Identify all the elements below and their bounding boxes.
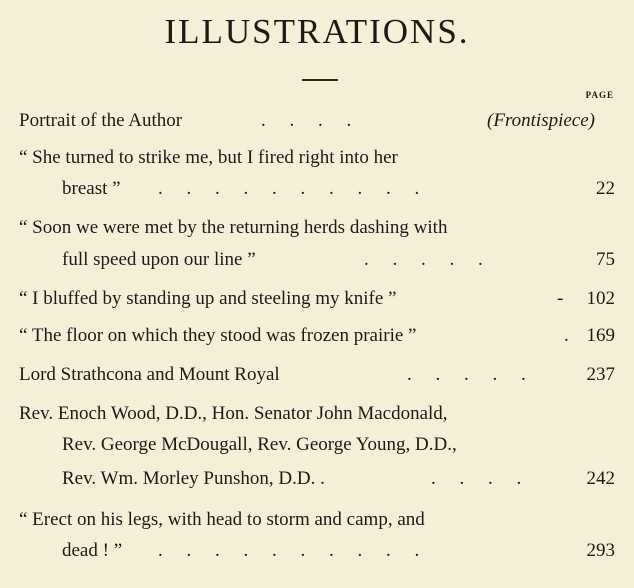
list-item <box>19 215 615 241</box>
list-item <box>19 145 615 171</box>
list-item-continuation <box>19 176 615 202</box>
entry-text: “ She turned to strike me, but I fired right into her <box>19 147 398 168</box>
entry-text: Rev. George McDougall, Rev. George Young, D.D., <box>62 434 457 455</box>
leader-dots: - <box>557 288 564 309</box>
list-item <box>19 286 615 312</box>
list-item-continuation <box>19 538 615 564</box>
list-item-continuation <box>19 247 615 273</box>
list-item-continuation <box>19 432 615 458</box>
page-number: 22 <box>596 178 615 199</box>
entry-text: dead ! ” <box>62 540 123 561</box>
page-number: 169 <box>586 325 615 346</box>
entry-text: “ The floor on which they stood was frozen prairie ” <box>19 325 417 346</box>
list-item <box>19 108 615 134</box>
page-number: 293 <box>586 540 615 561</box>
page-column-label: PAGE <box>585 90 614 100</box>
entry-text: full speed upon our line ” <box>62 249 256 270</box>
list-item <box>19 362 615 388</box>
entry-text: “ I bluffed by standing up and steeling my knife ” <box>19 288 397 309</box>
list-item <box>19 401 615 427</box>
entry-text: Rev. Wm. Morley Punshon, D.D. . <box>62 468 325 489</box>
title-rule <box>302 79 338 81</box>
page-number: 102 <box>586 288 615 309</box>
page-number: 237 <box>586 364 615 385</box>
leader-dots: . <box>564 325 569 346</box>
list-item <box>19 323 615 349</box>
leader-dots: . . . . . . . . . . <box>158 178 420 199</box>
page-number: (Frontispiece) <box>487 110 595 131</box>
page-title: ILLUSTRATIONS. <box>164 12 470 51</box>
entry-text: breast ” <box>62 178 121 199</box>
entry-text: Rev. Enoch Wood, D.D., Hon. Senator John Macdonald, <box>19 403 448 424</box>
leader-dots: . . . . <box>261 110 352 131</box>
leader-dots: . . . . . <box>407 364 526 385</box>
leader-dots: . . . . . <box>364 249 483 270</box>
entry-text: “ Erect on his legs, with head to storm and camp, and <box>19 509 425 530</box>
list-item-continuation <box>19 466 615 492</box>
page-number: 75 <box>596 249 615 270</box>
leader-dots: . . . . . . . . . . <box>158 540 420 561</box>
entry-text: “ Soon we were met by the returning herds dashing with <box>19 217 448 238</box>
leader-dots: . . . . <box>431 468 522 489</box>
page-number: 242 <box>586 468 615 489</box>
list-item <box>19 507 615 533</box>
entry-text: Lord Strathcona and Mount Royal <box>19 364 280 385</box>
entry-text: Portrait of the Author <box>19 110 183 131</box>
